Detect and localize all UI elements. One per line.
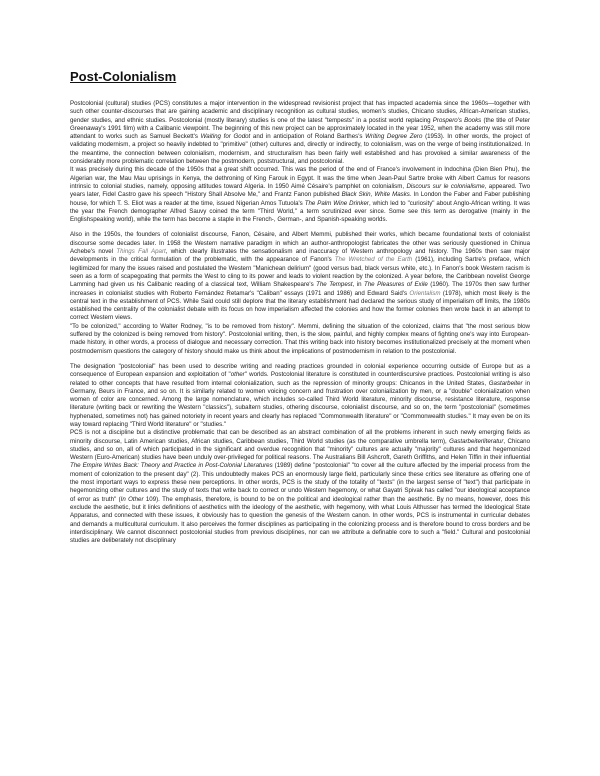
italic-title: Writing Degree Zero: [365, 133, 423, 141]
paragraph-1: Postcolonial (cultural) studies (PCS) constitutes a major intervention in the widespread revisionist project that has impacted academia since the 1960s—together with such other counter-discourses that are gaining academic and disciplinary recognition as cultural studies, women's studies, Chicano studies, African-American studies, gender studies, and ethnic studies. Postcolonial (mostly literary) studies is one of the latest "tempests" in a postist world replacing Prospero's Books (the title of Peter Greenaway's 1991 film) with a Calibanic viewpoint. The beginning of this new project can be approximately located in the year 1952, when the academy was still more attendant to works such as Samuel Beckett's Waiting for Godot and in anticipation of Roland Barthes's Writing Degree Zero (1953). In other words, the project of validating modernism, a project so heavily indebted to "primitive" (other) cultures and, directly or indirectly, to colonialism, was on the verge of being institutionalized. In the meantime, the connection between colonialism, modernism, and structuralism has been fairly well established and has provoked a similar awareness of the considerably more problematic correlation between the postmodern, poststructural, and postcolonial.: [70, 100, 530, 166]
italic-word: Gastarbeiter: [488, 379, 523, 387]
paragraph-3: Also in the 1950s, the founders of colonialist discourse, Fanon, Césaire, and Albert Memmi, published their works, which became foundational texts of colonialist discourse some decades later. In 1958 the Western narrative paradigm in which an author-anthropologist fabricates the other was seriously questioned in Chinua Achebe's novel Things Fall Apart, which clearly illustrates the sensationalism and inaccuracy of Western anthropology and history. The 1960s then saw major developments in the critical formulation of the problematic, with the appearance of Fanon's The Wretched of the Earth (1961), including Sartre's preface, which legitimized for many the issues raised and postulated the Western "Manichean delirium" (good versus bad, black versus white, etc.). In Fanon's book Western racism is seen as a form of scapegoating that permits the West to cling to its power and leads to violent reaction by the colonized. A year before, the Caribbean novelist George Lamming had given us his Calibanic reading of a classical text, William Shakespeare's The Tempest, in The Pleasures of Exile (1960). The 1970s then saw further increases in colonialist studies with Roberto Fernández Retamar's "Caliban" essays (1971 and 1986) and Edward Said's Orientalism (1978), which most likely is the central text in the establishment of PCS. While Said could still deplore that the literary establishment had declared the serious study of imperialism off limits, the 1980s established the centrality of the colonialist debate with its focus on how imperialism affected the colonies and how the former colonies then wrote back in an attempt to correct Western views.: [70, 231, 530, 322]
italic-title: Discours sur le colonialisme: [406, 182, 485, 190]
italic-title: Waiting for Godot: [200, 133, 251, 141]
italic-title: In Other: [120, 495, 144, 503]
paragraph-gap: [70, 224, 530, 231]
book-link[interactable]: Things Fall Apart: [116, 248, 166, 256]
italic-title: The Empire Writes Back: Theory and Practice in Post-Colonial Literatures: [70, 462, 273, 470]
italic-title: The Pleasures of Exile: [364, 281, 428, 289]
book-link[interactable]: Orientalism: [409, 289, 441, 297]
paragraph-2: It was precisely during this decade of the 1950s that a great shift occurred. This was the period of the end of France's involvement in Indochina (Dien Bien Phu), the Algerian war, the Mau Mau uprisings in Kenya, the dethroning of King Farouk in Egypt. It was the time when Jean-Paul Sartre broke with Albert Camus for reasons intrinsic to colonial studies, namely, opposing attitudes toward Algeria. In 1950 Aimé Césaire's pamphlet on colonialism, Discours sur le colonialisme, appeared. Two years later, Fidel Castro gave his speech "History Shall Absolve Me," and Frantz Fanon published Black Skin, White Masks. In London the Faber and Faber publishing house, for which T. S. Eliot was a reader at the time, issued Nigerian Amos Tutuola's The Palm Wine Drinker, which led to "curiosity" about Anglo-African writing. It was the year the French demographer Alfred Sauvy coined the term "Third World," a term scrutinized ever since. Some see this term as derogative (mainly in the Englishspeaking world), while the term has become a staple in the French-, German-, and Spanish-speaking worlds.: [70, 166, 530, 224]
paragraph-5: The designation "postcolonial" has been used to describe writing and reading practices grounded in colonial experience occurring outside of Europe but as a consequence of European expansion and exploitation of "other" worlds. Postcolonial literature is constituted in counterdiscursive practices. Postcolonial writing is also related to other concepts that have resulted from internal colonialization, such as the repression of minority groups: Chicanos in the United States, Gastarbeiter in Germany, Beurs in France, and so on. It is similarly related to women voicing concern and frustration over colonialization by men, or a "double" colonialization when women of color are concerned. Among the large nomenclature, which includes so-called Third World literature, minority discourse, resistance literature, response literature (writing back or rewriting the Western "classics"), subaltern studies, othering discourse, colonialist discourse, and so on, the term "postcolonial" (sometimes hyphenated, sometimes not) has gained notoriety in recent years and clearly has replaced "Commonwealth literature" or "Commonwealth studies." It may even be on its way toward replacing "Third World literature" or "studies.": [70, 362, 530, 428]
italic-word: Gastarbeiterliteratur: [449, 437, 504, 445]
paragraph-gap: [70, 356, 530, 363]
document-page: [70, 70, 530, 765]
italic-title: The Tempest: [316, 281, 353, 289]
italic-title: Black Skin, White Masks: [341, 191, 410, 199]
italic-title: Prospero's Books: [432, 116, 482, 124]
italic-word: other: [230, 371, 245, 379]
paragraph-6: PCS is not a discipline but a distinctive problematic that can be described as an abstract combination of all the problems inherent in such newly emerging fields as minority discourse, Latin American studies, African studies, Caribbean studies, Third World studies (as the comparative umbrella term), Gastarbeiterliteratur, Chicano studies, and so on, all of which participated in the significant and overdue recognition that "minority" cultures are actually "majority" cultures and that hegemonized Western (Euro-American) studies have been unduly over-privileged for political reasons. The Australians Bill Ashcroft, Gareth Griffiths, and Helen Tiffin in their influential The Empire Writes Back: Theory and Practice in Post-Colonial Literatures (1989) define "postcolonial" "to cover all the culture affected by the imperial process from the moment of colonization to the present day" (2). This undoubtedly makes PCS an enormously large field, particularly since these critics see literature as offering one of the most important ways to express these new perceptions. In other words, PCS is the study of the totality of "texts" (in the largest sense of "text") that participate in hegemonizing other cultures and the study of texts that write back to correct or undo Western hegemony, or what Gayatri Spivak has called "our ideological acceptance of error as truth" (In Other 109). The emphasis, therefore, is bound to be on the political and ideological rather than the aesthetic. By no means, however, does this exclude the aesthetic, but it links definitions of aesthetics with the ideology of the aesthetic, with hegemony, with what Louis Althusser has termed the Ideological State Apparatus, and connected with these issues, it obviously has to question the genesis of the Western canon. In other words, PCS is instrumental in curricular debates and demands a multicultural curriculum. It also perceives the former disciplines as participating in the colonizing process and is therefore bound to cross borders and be interdisciplinary. We cannot disconnect postcolonial studies from previous disciplines, nor can we attribute a definable core to such a "field." Cultural and postcolonial studies are deliberately not disciplinary: [70, 429, 530, 545]
paragraph-4: "To be colonized," according to Walter Rodney, "is to be removed from history". Memmi, defining the situation of the colonized, claims that "the most serious blow suffered by the colonized is being removed from history". Postcolonial writing, then, is the slow, painful, and highly complex means of fighting one's way into European-made history, in other words, a process of dialogue and necessary correction. That this writing back into history becomes institutionalized precisely at the moment when postmodernism questions the category of history should make us think about the implications of postmodernism in relation to the postcolonial.: [70, 322, 530, 355]
document-title: Post-Colonialism: [70, 70, 177, 84]
italic-title: The Palm Wine Drinker: [304, 199, 369, 207]
book-link[interactable]: The Wretched of the Earth: [334, 256, 413, 264]
